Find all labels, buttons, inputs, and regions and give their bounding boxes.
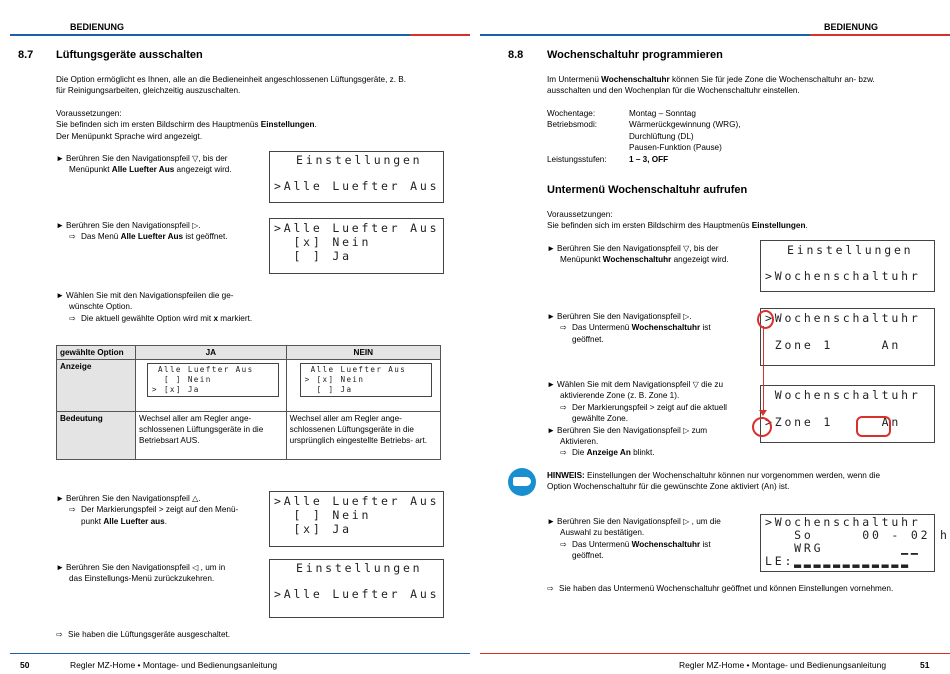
prerequisites: Voraussetzungen: Sie befinden sich im ersten Bildschirm des Hauptmenüs Einstellungen. Der Menüpunkt Sprache wird angezeigt. [56,109,317,141]
section-number: 8.8 [508,49,524,61]
result-line: ⇨ Sie haben die Lüftungsgeräte ausgeschaltet. [56,630,231,639]
step-item: ► Wählen Sie mit den Navigationspfeilen die ge- wünschte Option. ⇨ Die aktuell gewählte Option wird mit x markiert. [56,291,253,323]
step-item: ► Berühren Sie den Navigationspfeil ▷. ⇨ Das Untermenü Wochenschaltuhr ist geöffnet. [547,312,711,344]
page-number: 51 [920,660,930,670]
right-header-bar [480,34,950,36]
subsection-title: Untermenü Wochenschaltuhr aufrufen [547,184,748,196]
table-header: NEIN [286,346,440,360]
step-item: ► Berühren Sie den Navigationspfeil ▽, bis der Menüpunkt Wochenschaltuhr angezeigt wird. [547,244,729,265]
table-cell [286,360,440,412]
step-item: ► Berühren Sie den Navigationspfeil ◁ , um in das Einstellungs-Menü zurückzukehren. [56,563,226,584]
lcd-display: >Alle Luefter Aus [x] Nein [ ] Ja [269,218,444,274]
lcd-display: >Alle Luefter Aus [ ] Nein [x] Ja [269,491,444,547]
table-cell [136,360,287,412]
table-row-label: Anzeige [57,360,136,412]
lcd-display: Einstellungen >Wochenschaltuhr [760,240,935,292]
lcd-display: Alle Luefter Aus [ ] Nein > [x] Ja [147,363,279,397]
lcd-display: Einstellungen >Alle Luefter Aus [269,151,444,203]
left-header: BEDIENUNG [70,22,125,32]
intro-text: Die Option ermöglicht es Ihnen, alle an die Bedieneinheit angeschlossenen Lüftungsgeräte, z. B. für Reinigungsarbeiten, gleichzeitig auszuschalten. [56,75,407,96]
options-table [56,345,441,460]
step-item: ► Berühren Sie den Navigationspfeil ▷. ⇨ Das Menü Alle Luefter Aus ist geöffnet. [56,221,228,242]
lcd-display: Wochenschaltuhr >Zone 1 An [760,385,935,443]
right-footer-bar [480,653,950,654]
step-item: ► Berühren Sie den Navigationspfeil ▽, bis der Menüpunkt Alle Luefter Aus angezeigt wird. [56,154,232,175]
step-item: ► Berühren Sie den Navigationspfeil ▷ , um die Auswahl zu bestätigen. ⇨ Das Untermenü Wochenschaltuhr ist geöffnet. [547,517,721,561]
section-title: Lüftungsgeräte ausschalten [56,49,203,61]
step-item: ► Wählen Sie mit dem Navigationspfeil ▽ die zu aktivierende Zone (z. B. Zone 1). ⇨ Der Markierungspfeil > zeigt auf die aktuell gewählte Zone. ► Berühren Sie den Navigationspfeil ▷ zum Aktivieren. ⇨ Die Anzeige An blinkt. [547,380,727,458]
prerequisites: Voraussetzungen: Sie befinden sich im ersten Bildschirm des Hauptmenüs Einstellungen. [547,210,808,231]
section-title: Wochenschaltuhr programmieren [547,49,723,61]
highlight-marker [757,310,774,329]
left-header-bar [10,34,470,36]
table-cell: Wechsel aller am Regler ange- schlossenen Lüftungsgeräte in die ursprünglich eingestellte Betriebs- art. [286,412,440,460]
table-header: gewählte Option [57,346,136,360]
step-item: ► Berühren Sie den Navigationspfeil △. ⇨ Der Markierungspfeil > zeigt auf den Menü- punkt Alle Luefter aus. [56,494,239,526]
lcd-display: Alle Luefter Aus > [x] Nein [ ] Ja [300,363,432,397]
table-cell: Wechsel aller am Regler ange- schlossenen Lüftungsgeräte in die Betriebsart AUS. [136,412,287,460]
intro-text: Im Untermenü Wochenschaltuhr können Sie für jede Zone die Wochenschaltuhr an- bzw. ausschalten und den Wochenplan für die Wochenschaltuhr einstellen. [547,75,875,96]
page-number: 50 [20,660,30,670]
hint-note: HINWEIS: Einstellungen der Wochenschaltuhr können nur vorgenommen werden, wenn die Option Wochenschaltuhr für die gewünschte Zone aktiviert (An) ist. [547,471,880,492]
lcd-display: >Wochenschaltuhr So 00 - 02 h WRG ▁▁ LE:▂▂▂▂▂▂▂▂▂▂▂▂ [760,514,935,572]
highlight-marker [752,417,772,437]
spec-list: Wochentage: Montag – Sonntag Betriebsmodi: Wärmerückgewinnung (WRG), Durchlüftung (DL) Pausen-Funktion (Pause) Leistungsstufen: 1 – 3, OFF [547,109,741,164]
left-footer-bar [10,653,470,654]
right-header: BEDIENUNG [824,22,879,32]
footer-text: Regler MZ-Home • Montage- und Bedienungsanleitung [70,660,278,670]
result-line: ⇨ Sie haben das Untermenü Wochenschaltuhr geöffnet und können Einstellungen vornehmen. [547,584,894,593]
lcd-display: Einstellungen >Alle Luefter Aus [269,559,444,618]
table-header: JA [136,346,287,360]
table-row-label: Bedeutung [57,412,136,460]
pointing-hand-icon [508,468,536,496]
arrow-down-icon [759,410,767,416]
section-number: 8.7 [18,49,34,61]
highlight-marker [856,416,891,437]
connector-line [763,326,764,414]
lcd-display: >Wochenschaltuhr Zone 1 An [760,308,935,366]
footer-text: Regler MZ-Home • Montage- und Bedienungsanleitung [679,660,887,670]
